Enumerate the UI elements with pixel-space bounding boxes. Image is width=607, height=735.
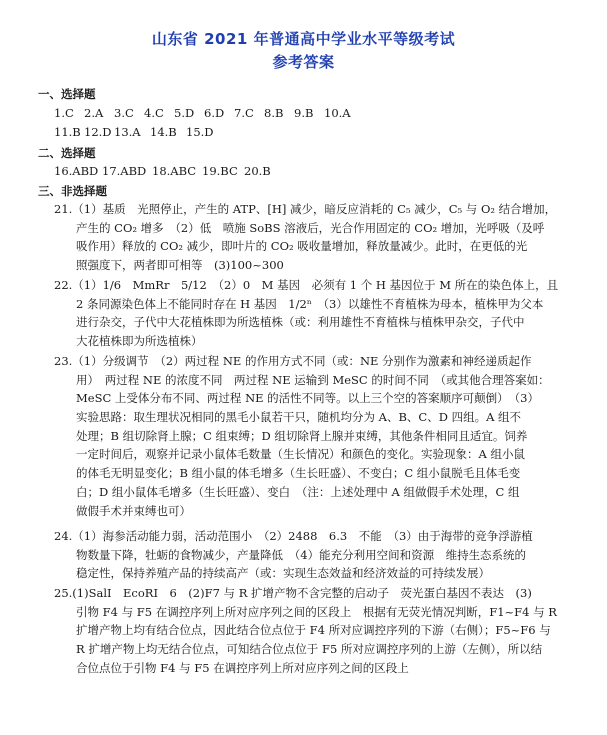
- answer-line: 25.(1)SalⅠ EcoRⅠ 6 (2)F7 与 R 扩增产物不含完整的启动子 荧光蛋白基因不表达 (3): [54, 586, 532, 600]
- choice-answer: 10.A: [324, 106, 351, 120]
- answer-line: 稳定性，保持养殖产品的持续高产（或：实现生态效益和经济效益的可持续发展）: [76, 566, 490, 581]
- answer-line: 2 条同源染色体上不能同时存在 H 基因 1/2ⁿ （3）以雄性不育植株为母本，植株甲为父本: [76, 296, 544, 311]
- answer-line: 照强度下，两者即可相等 (3)100~300: [76, 258, 284, 273]
- choice-answer: 2.A: [84, 106, 104, 120]
- answer-line: 吸作用）释放的 CO₂ 减少，即叶片的 CO₂ 吸收量增加，释放量减少。此时，在更低的光: [76, 239, 528, 254]
- choice-answer: 3.C: [114, 106, 134, 120]
- choice-answer: 14.B: [150, 125, 177, 139]
- choice-answer: 9.B: [294, 106, 314, 120]
- answer-line: R 扩增产物上均无结合位点，可知结合位点位于 F5 所对应调控序列的上游（左侧），所以结: [76, 642, 543, 657]
- answer-line: 的体毛无明显变化；B 组小鼠的体毛增多（生长旺盛）、不变白；C 组小鼠脱毛且体毛变: [76, 466, 521, 481]
- section2-answers-row: [54, 164, 274, 178]
- choice-answer: 6.D: [204, 106, 225, 120]
- answer-22: [54, 276, 574, 351]
- answer-line: 23.（1）分级调节 （2）两过程 NE 的作用方式不同（或：NE 分别作为激素和神经递质起作: [54, 354, 532, 368]
- answer-24: [54, 527, 574, 583]
- choice-answer: 19.BC: [202, 164, 238, 178]
- page-title: 山东省 2021 年普通高中学业水平等级考试: [151, 30, 456, 48]
- answer-line: 22.（1）1/6 MmRr 5/12 （2）0 M 基因 必须有 1 个 H 基因位于 M 所在的染色体上，且: [54, 278, 559, 292]
- answer-line: 产生的 CO₂ 增多 （2）低 喷施 SoBS 溶液后，光合作用固定的 CO₂ 增加，光呼吸（及呼: [76, 220, 545, 235]
- answer-line: MeSC 上受体分布不同、两过程 NE 的活性不同等。以上三个空的答案顺序可颠倒） （3）: [76, 391, 539, 406]
- answer-line: 用） 两过程 NE 的浓度不同 两过程 NE 运输到 MeSC 的时间不同 （或其他合理答案如：: [76, 372, 550, 387]
- answer-line: 处理；B 组切除肾上腺；C 组束缚；D 组切除肾上腺并束缚，其他条件相同且适宜。饲养: [76, 428, 528, 443]
- answer-line: 白；D 组小鼠体毛增多（生长旺盛）、变白 （注：上述处理中 A 组做假手术处理，C 组: [76, 484, 520, 499]
- answer-line: 24.（1）海参活动能力弱，活动范围小 （2）2488 6.3 不能 （3）由于海带的竞争浮游植: [54, 529, 533, 543]
- choice-answer: 17.ABD: [102, 164, 147, 178]
- answer-line: 合位点位于引物 F4 与 F5 在调控序列上所对应序列之间的区段上: [76, 660, 409, 675]
- choice-answer: 12.D: [84, 125, 112, 139]
- answer-line: 扩增产物上均有结合位点，因此结合位点位于 F4 所对应调控序列的下游（右侧）；F5~F6 与: [76, 623, 551, 638]
- answer-line: 实验思路：取生理状况相同的黑毛小鼠若干只，随机均分为 A、B、C、D 四组。A 组不: [76, 410, 522, 425]
- answer-line: 进行杂交，子代中大花植株即为所选植株（或：利用雄性不育植株与植株甲杂交，子代中: [76, 315, 525, 330]
- choice-answer: 1.C: [54, 106, 74, 120]
- choice-answer: 16.ABD: [54, 164, 99, 178]
- page-subtitle: 参考答案: [272, 53, 335, 71]
- answer-23: [54, 352, 574, 520]
- section1-answers-row2: [54, 125, 222, 139]
- choice-answer: 20.B: [244, 164, 271, 178]
- choice-answer: 18.ABC: [152, 164, 197, 178]
- answer-25: [54, 584, 574, 677]
- choice-answer: 8.B: [264, 106, 284, 120]
- answer-line: 引物 F4 与 F5 在调控序列上所对应序列之间的区段上 根据有无荧光情况判断，F1~F4 与 R: [76, 604, 557, 619]
- answer-line: 21.（1）基质 光照停止，产生的 ATP、[H] 减少，暗反应消耗的 C₅ 减少，C₅ 与 O₂ 结合增加，: [54, 202, 557, 216]
- answer-line: 大花植株即为所选植株）: [76, 334, 203, 349]
- section1-answers-row1: [54, 106, 364, 120]
- answer-line: 一定时间后，观察并记录小鼠体毛数量（生长情况）和颜色的变化。实验现象：A 组小鼠: [76, 447, 525, 462]
- section1-heading: 一、选择题: [38, 87, 96, 101]
- choice-answer: 13.A: [114, 125, 141, 139]
- choice-answer: 11.B: [54, 125, 81, 139]
- section2-heading: 二、选择题: [38, 146, 96, 160]
- choice-answer: 4.C: [144, 106, 164, 120]
- choice-answer: 5.D: [174, 106, 195, 120]
- answer-line: 做假手术并束缚也可）: [76, 503, 191, 518]
- answer-21: [54, 200, 574, 275]
- answer-line: 物数量下降，牡蛎的食物减少，产量降低 （4）能充分利用空间和资源 维持生态系统的: [76, 547, 527, 562]
- section3-heading: 三、非选择题: [38, 184, 107, 198]
- choice-answer: 15.D: [186, 125, 214, 139]
- choice-answer: 7.C: [234, 106, 254, 120]
